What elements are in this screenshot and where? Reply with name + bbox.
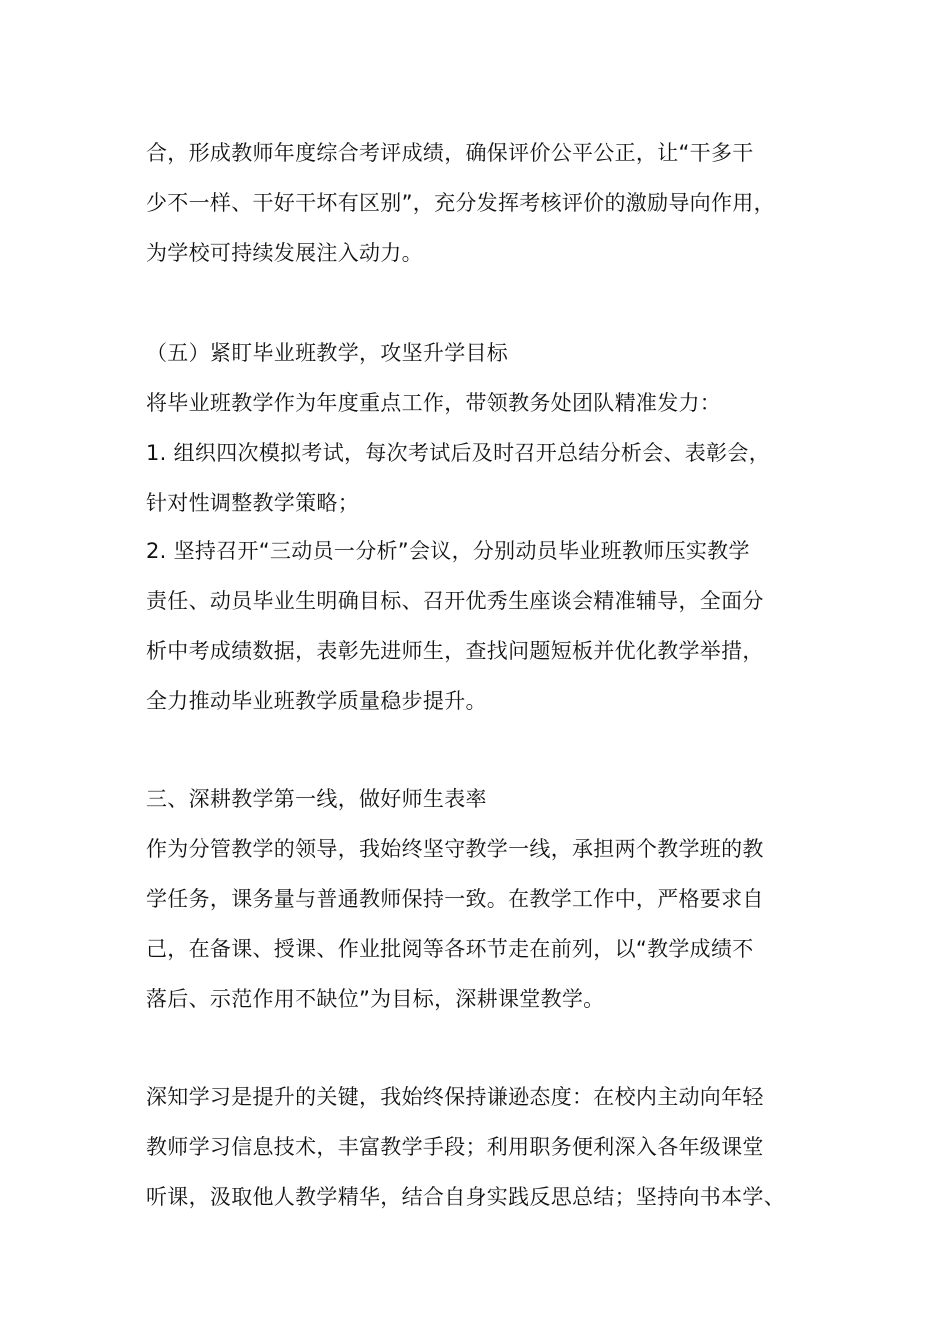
text-line: 己，在备课、授课、作业批阅等各环节走在前列，以“教学成绩不 bbox=[146, 937, 754, 961]
text-line: 为学校可持续发展注入动力。 bbox=[146, 241, 423, 265]
text-line: 全力推动毕业班教学质量稳步提升。 bbox=[146, 689, 487, 713]
text-line: 将毕业班教学作为年度重点工作，带领教务处团队精准发力： bbox=[146, 391, 722, 415]
text-line: 深知学习是提升的关键，我始终保持谦逊态度：在校内主动向年轻 bbox=[146, 1085, 764, 1109]
text-line: 合，形成教师年度综合考评成绩，确保评价公平公正，让“干多干 bbox=[146, 141, 754, 165]
text-line: 责任、动员毕业生明确目标、召开优秀生座谈会精准辅导，全面分 bbox=[146, 589, 764, 613]
text-line: 针对性调整教学策略； bbox=[146, 491, 359, 515]
text-line: 作为分管教学的领导，我始终坚守教学一线，承担两个教学班的教 bbox=[146, 837, 764, 861]
text-line: 落后、示范作用不缺位”为目标，深耕课堂教学。 bbox=[146, 987, 605, 1011]
text-line: 析中考成绩数据，表彰先进师生，查找问题短板并优化教学举措， bbox=[146, 639, 764, 663]
list-item: 2. 坚持召开“三动员一分析”会议，分别动员毕业班教师压实教学 bbox=[146, 539, 750, 563]
text-line: 学任务，课务量与普通教师保持一致。在教学工作中，严格要求自 bbox=[146, 887, 764, 911]
text-line: 听课，汲取他人教学精华，结合自身实践反思总结；坚持向书本学、 bbox=[146, 1185, 785, 1209]
section-heading: 三、深耕教学第一线，做好师生表率 bbox=[146, 787, 487, 811]
text-line: 教师学习信息技术，丰富教学手段；利用职务便利深入各年级课堂 bbox=[146, 1135, 764, 1159]
text-line: 少不一样、干好干坏有区别”，充分发挥考核评价的激励导向作用， bbox=[146, 191, 775, 215]
section-heading: （五）紧盯毕业班教学，攻坚升学目标 bbox=[146, 341, 509, 365]
list-item: 1. 组织四次模拟考试，每次考试后及时召开总结分析会、表彰会， bbox=[146, 441, 771, 465]
